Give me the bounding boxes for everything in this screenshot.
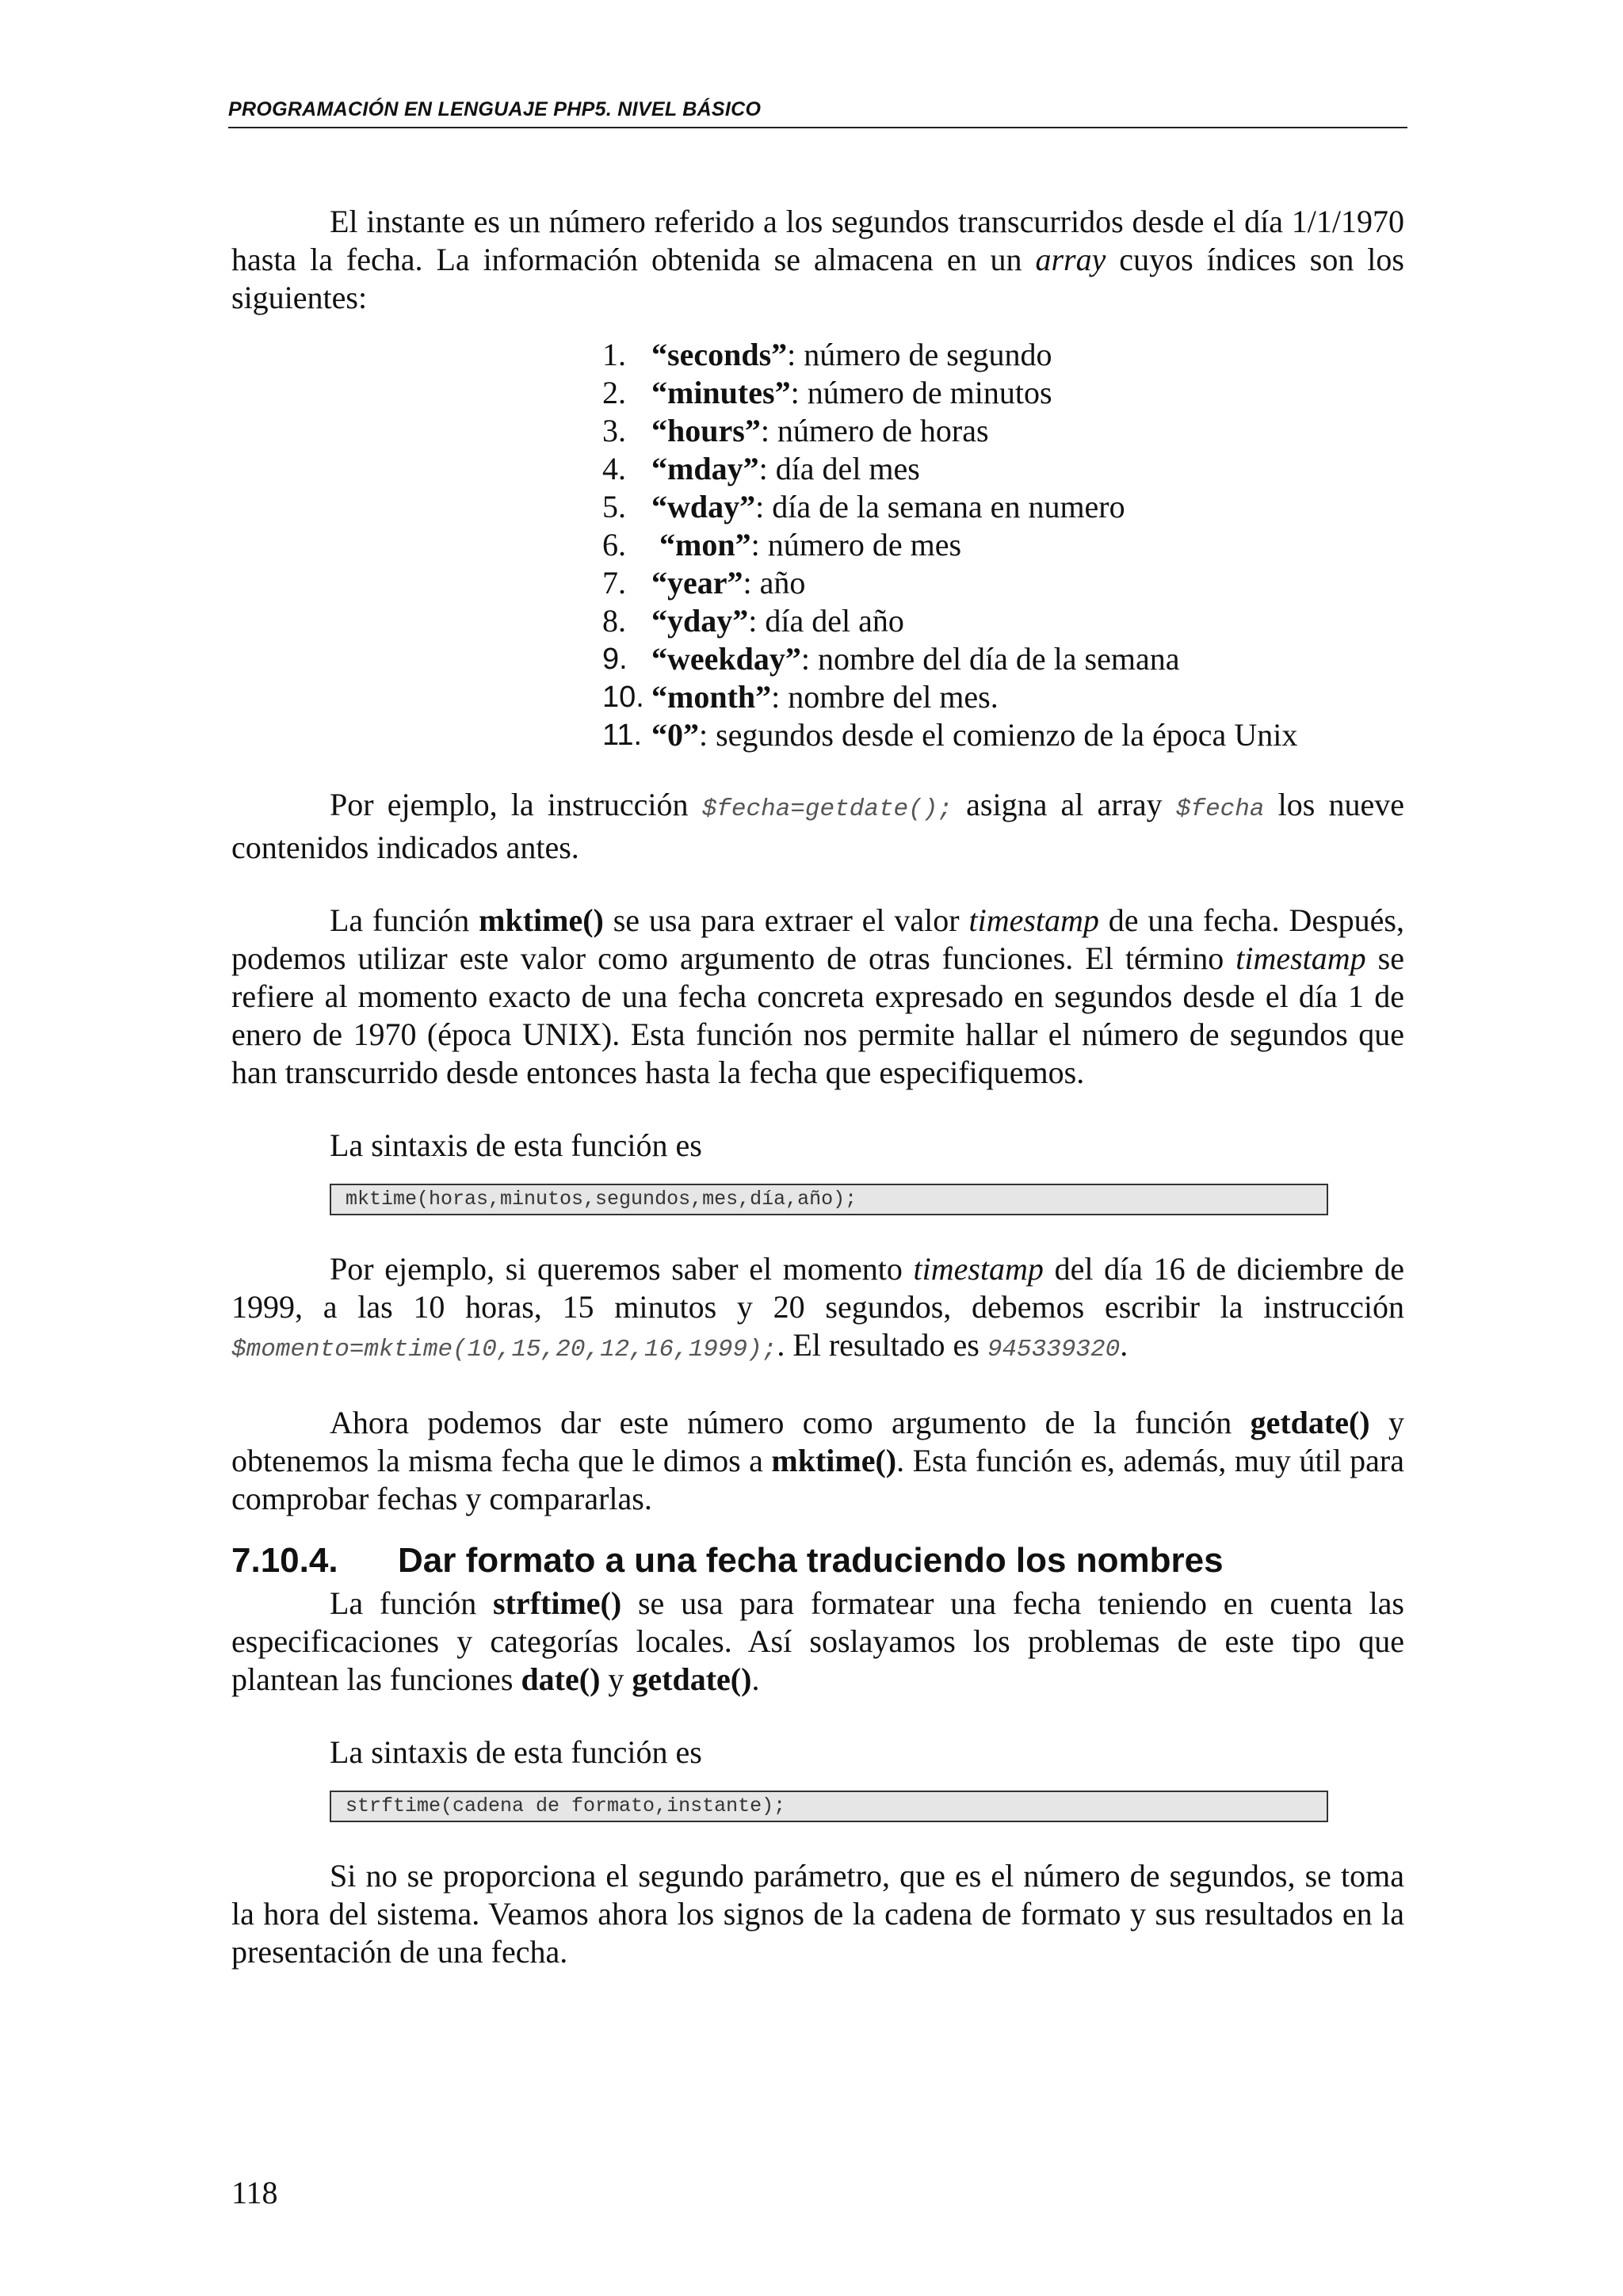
list-item: 3. “hours”: número de horas bbox=[602, 413, 989, 448]
paragraph-strftime: La función strftime() se usa para formatear una fecha teniendo en cuenta las especificaciones y categorías locales. Así soslayamos los problemas de este tipo que plantean las funciones date() y getdate(). bbox=[231, 1585, 1405, 1697]
getdate-fields-list bbox=[231, 336, 1404, 754]
paragraph-syntax-strftime: La sintaxis de esta función es bbox=[330, 1734, 702, 1770]
paragraph-second-parameter: Si no se proporciona el segundo parámetro, que es el número de segundos, se toma la hora del sistema. Veamos ahora los signos de la cadena de formato y sus resultados en la presentación de una fecha. bbox=[231, 1858, 1404, 1970]
list-item: 7. “year”: año bbox=[602, 565, 806, 601]
paragraph-getdate-example: Por ejemplo, la instrucción $fecha=getdate(); asigna al array $fecha los nueve contenidos indicados antes. bbox=[231, 787, 1405, 865]
paragraph-mktime: La función mktime() se usa para extraer el valor timestamp de una fecha. Después, podemos utilizar este valor como argumento de otras funciones. El término timestamp se refiere al momento exacto de una fecha concreta expresado en segundos desde el día 1 de enero de 1970 (época UNIX). Esta función nos permite hallar el número de segundos que han transcurrido desde entonces hasta la fecha que especifiquemos. bbox=[231, 902, 1405, 1090]
list-item: 11. “0”: segundos desde el comienzo de la época Unix bbox=[602, 717, 1298, 753]
list-item: 4. “mday”: día del mes bbox=[602, 451, 920, 486]
page-body bbox=[231, 203, 1404, 1971]
section-title: Dar formato a una fecha traduciendo los nombres bbox=[398, 1541, 1224, 1580]
list-item: 9. “weekday”: nombre del día de la semana bbox=[602, 641, 1180, 677]
paragraph-mktime-example: Por ejemplo, si queremos saber el momento timestamp del día 16 de diciembre de 1999, a las 10 horas, 15 minutos y 20 segundos, debemos escribir la instrucción $momento=mktime(10,15,20,12,16,1999);. El resultado es 945339320. bbox=[231, 1251, 1404, 1363]
section-heading bbox=[231, 1540, 1404, 1581]
list-item: 2. “minutes”: número de minutos bbox=[602, 375, 1052, 410]
list-item: 10. “month”: nombre del mes. bbox=[602, 679, 999, 715]
list-item: 5. “wday”: día de la semana en numero bbox=[602, 489, 1125, 524]
code-box-strftime: strftime(cadena de formato,instante); bbox=[330, 1791, 1328, 1822]
page-number: 118 bbox=[231, 2175, 278, 2210]
paragraph-instante: El instante es un número referido a los segundos transcurridos desde el día 1/1/1970 hasta la fecha. La información obtenida se almacena en un array cuyos índices son los siguientes: bbox=[231, 204, 1404, 315]
section-number: 7.10.4. bbox=[231, 1541, 338, 1580]
running-header: PROGRAMACIÓN EN LENGUAJE PHP5. NIVEL BÁSICO bbox=[228, 98, 762, 120]
header-rule bbox=[228, 127, 1407, 128]
paragraph-getdate-compare: Ahora podemos dar este número como argumento de la función getdate() y obtenemos la misma fecha que le dimos a mktime(). Esta función es, además, muy útil para comprobar fechas y compararlas. bbox=[231, 1405, 1405, 1516]
list-item: 6. “mon”: número de mes bbox=[602, 527, 962, 563]
code-box-mktime: mktime(horas,minutos,segundos,mes,día,año); bbox=[330, 1184, 1328, 1215]
paragraph-syntax-mktime: La sintaxis de esta función es bbox=[330, 1127, 702, 1163]
list-item: 1. “seconds”: número de segundo bbox=[602, 337, 1052, 372]
list-item: 8. “yday”: día del año bbox=[602, 603, 904, 639]
